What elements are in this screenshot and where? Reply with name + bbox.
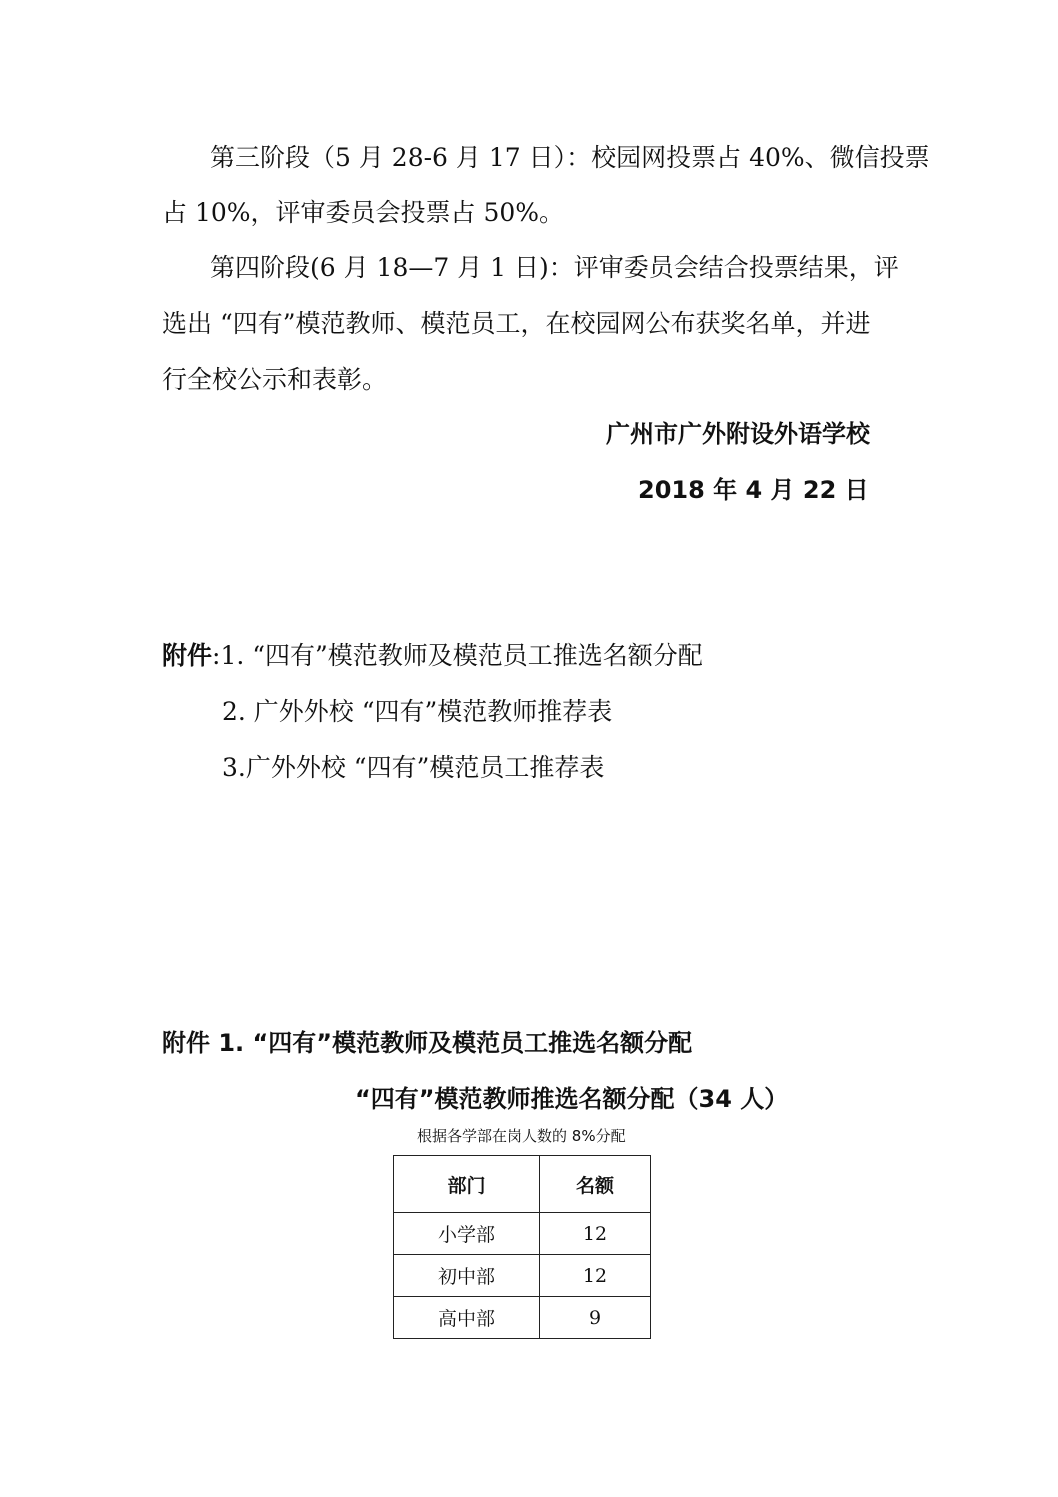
table-row: [394, 1297, 651, 1339]
attachment1-heading: 附件 1. “四有”模范教师及模范员工推选名额分配: [162, 1029, 693, 1057]
attachment-list-item2: 2. 广外外校 “四有”模范教师推荐表: [222, 697, 613, 726]
quota-table-title: “四有”模范教师推选名额分配（34 人）: [355, 1085, 789, 1113]
stage3-text-line1: 第三阶段（5 月 28-6 月 17 日）：校园网投票占 40%、微信投票: [210, 143, 930, 172]
column-header-quota: 名额: [540, 1156, 651, 1213]
stage3-text-line2: 占 10%，评审委员会投票占 50%。: [162, 198, 565, 227]
quota-cell: 9: [540, 1297, 651, 1339]
department-cell: 高中部: [394, 1297, 540, 1339]
attachment-label: 附件: [162, 641, 213, 670]
attachment-list-item3: 3.广外外校 “四有”模范员工推荐表: [222, 753, 605, 782]
quota-cell: 12: [540, 1213, 651, 1255]
table-row: [394, 1213, 651, 1255]
stage4-text-line1: 第四阶段(6 月 18—7 月 1 日)：评审委员会结合投票结果，评: [210, 253, 899, 282]
signature-date: 2018 年 4 月 22 日: [638, 476, 869, 504]
column-header-department: 部门: [394, 1156, 540, 1213]
table-header-row: [394, 1156, 651, 1213]
quota-cell: 12: [540, 1255, 651, 1297]
attachment-list-item1: [162, 640, 703, 672]
quota-table: [393, 1155, 651, 1339]
signature-organization: 广州市广外附设外语学校: [606, 420, 870, 448]
department-cell: 初中部: [394, 1255, 540, 1297]
stage4-text-line2: 选出 “四有”模范教师、模范员工，在校园网公布获奖名单，并进: [162, 309, 871, 338]
quota-table-note: 根据各学部在岗人数的 8%分配: [417, 1127, 626, 1145]
department-cell: 小学部: [394, 1213, 540, 1255]
table-row: [394, 1255, 651, 1297]
stage4-text-line3: 行全校公示和表彰。: [162, 365, 388, 394]
attachment-item1-text: :1. “四有”模范教师及模范员工推选名额分配: [212, 641, 703, 670]
